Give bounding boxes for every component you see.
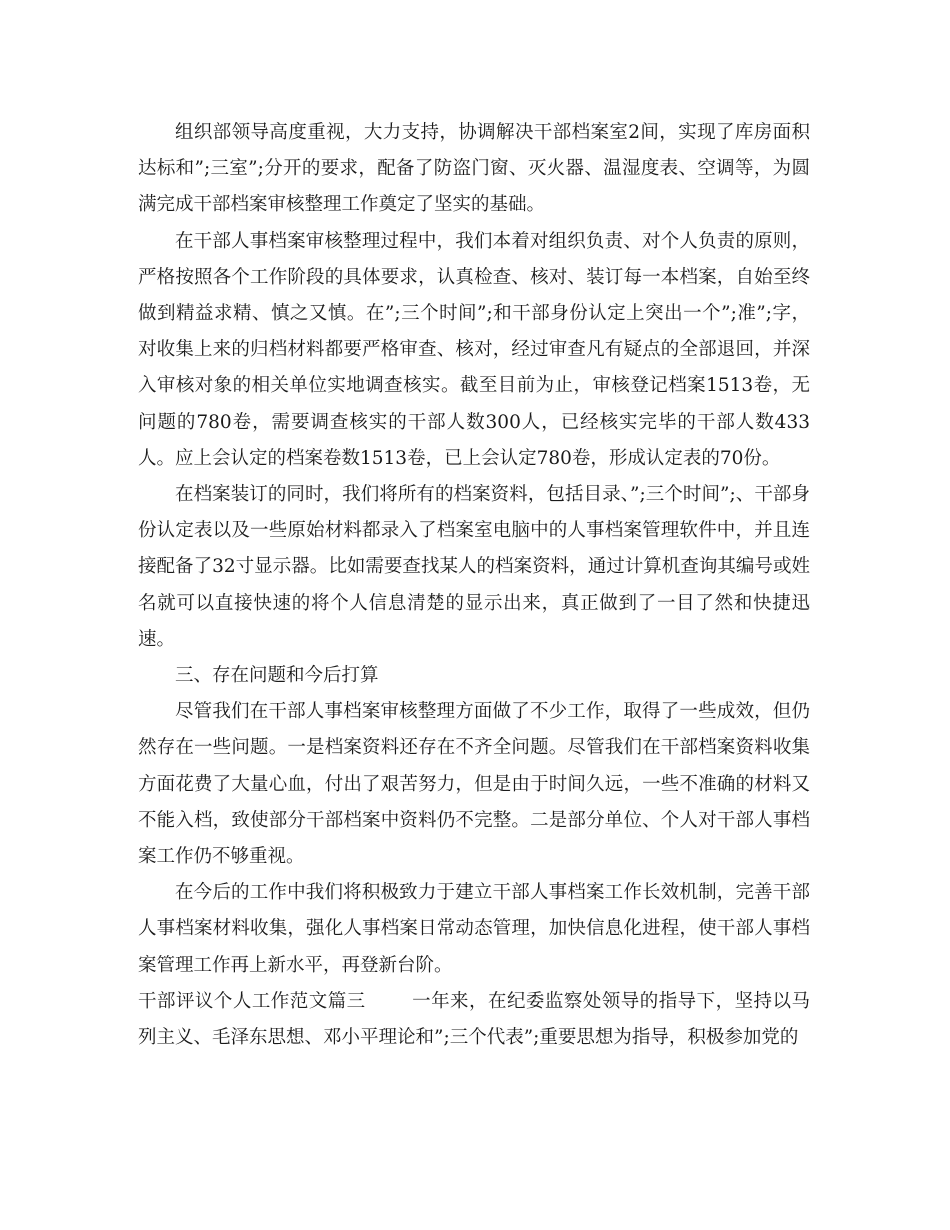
article-title: 干部评议个人工作范文篇三 [138, 990, 366, 1012]
paragraph-review-process: 在干部人事档案审核整理过程中，我们本着对组织负责、对个人负责的原则，严格按照各个工作阶段的具体要求，认真检查、核对、装订每一本档案，自始至终做到精益求精、慎之又慎。在”;三个时间”;和干部身份认定上突出一个”;准”;字，对收集上来的归档材料都要严格审查、核对，经过审查凡有疑点的全部退回，并深入审核对象的相关单位实地调查核实。截至目前为止，审核登记档案1513卷，无问题的780卷，需要调查核实的干部人数300人，已经核实完毕的干部人数433人。应上会认定的档案卷数1513卷，已上会认定780卷，形成认定表的70份。 [138, 230, 810, 469]
document-body [138, 115, 810, 1056]
paragraph-archive-binding: 在档案装订的同时，我们将所有的档案资料，包括目录、”;三个时间”;、干部身份认定表以及一些原始材料都录入了档案室电脑中的人事档案管理软件中，并且连接配备了32寸显示器。比如需要查找某人的档案资料，通过计算机查询其编号或姓名就可以直接快速的将个人信息清楚的显示出来，真正做到了一目了然和快捷迅速。 [138, 484, 810, 650]
paragraph-existing-problems: 尽管我们在干部人事档案审核整理方面做了不少工作，取得了一些成效，但仍然存在一些问题。一是档案资料还存在不齐全问题。尽管我们在干部档案资料收集方面花费了大量心血，付出了艰苦努力，但是由于时间久远，一些不准确的材料又不能入档，致使部分干部档案中资料仍不完整。二是部分单位、个人对干部人事档案工作仍不够重视。 [138, 701, 810, 868]
paragraph-future-plans: 在今后的工作中我们将积极致力于建立干部人事档案工作长效机制，完善干部人事档案材料收集，强化人事档案日常动态管理，加快信息化进程，使干部人事档案管理工作再上新水平，再登新台阶。 [138, 882, 810, 976]
paragraph-archive-room: 组织部领导高度重视，大力支持，协调解决干部档案室2间，实现了库房面积达标和”;三室”;分开的要求，配备了防盗门窗、灭火器、温湿度表、空调等，为圆满完成干部档案审核整理工作奠定了坚实的基础。 [138, 122, 810, 216]
section-heading: 三、存在问题和今后打算 [175, 665, 379, 687]
article-start [138, 984, 810, 1056]
article-opening: 一年来，在纪委监察处领导的指导下，坚持以马列主义、毛泽东思想、邓小平理论和”;三个代表”;重要思想为指导，积极参加党的 [138, 990, 810, 1049]
